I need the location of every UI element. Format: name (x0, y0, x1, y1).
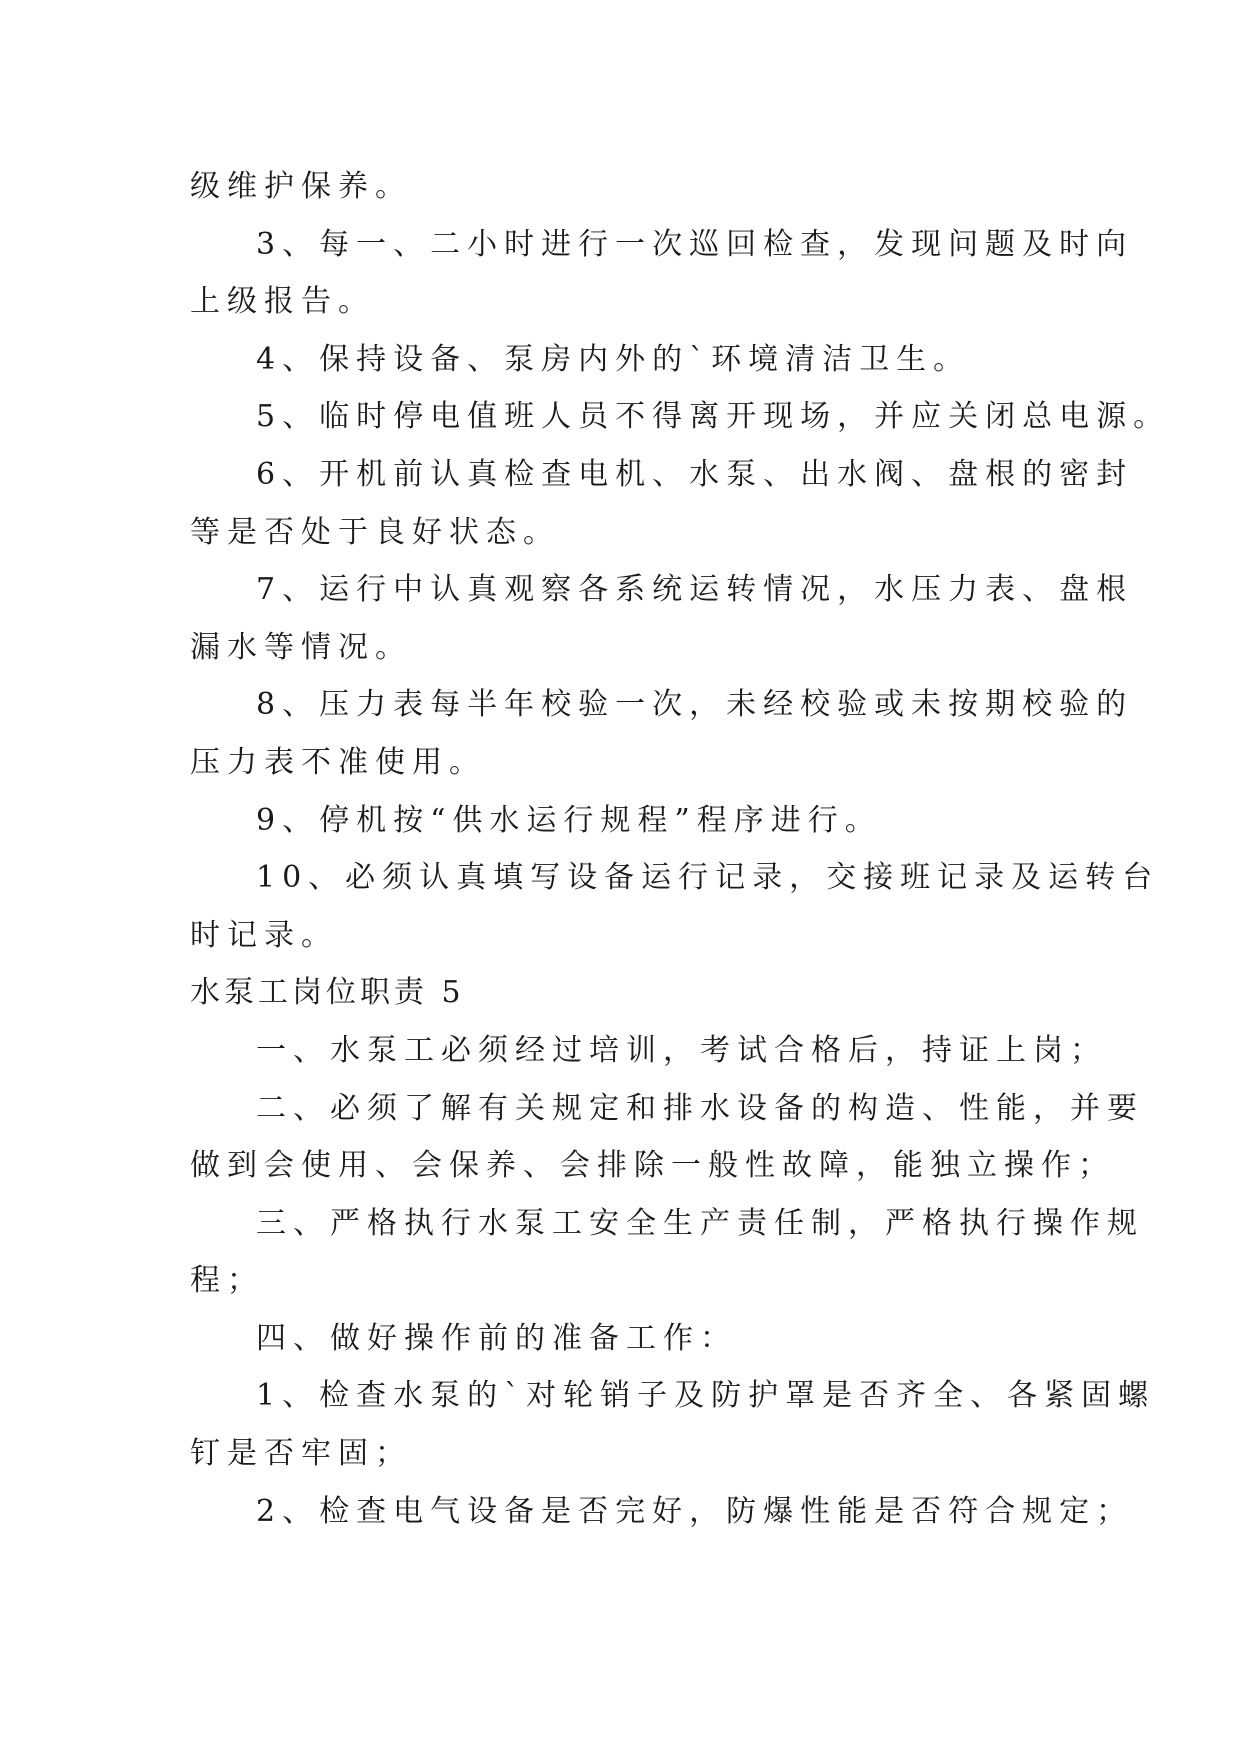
section-heading: 水泵工岗位职责 5 (190, 975, 465, 1011)
text-line: 等是否处于良好状态。 (190, 514, 560, 550)
text-line: 时记录。 (190, 917, 338, 953)
text-line: 一、水泵工必须经过培训，考试合格后，持证上岗； (256, 1032, 1107, 1068)
text-line: 5、临时停电值班人员不得离开现场，并应关闭总电源。 (256, 399, 1171, 435)
text-line: 10、必须认真填写设备运行记录，交接班记录及运转台 (256, 860, 1160, 896)
text-line: 做到会使用、会保养、会排除一般性故障，能独立操作； (190, 1148, 1115, 1184)
text-line: 1、检查水泵的`对轮销子及防护罩是否齐全、各紧固螺 (256, 1378, 1156, 1414)
text-line: 8、压力表每半年校验一次，未经校验或未按期校验的 (256, 687, 1134, 723)
document-body (190, 158, 1171, 1540)
text-line: 2、检查电气设备是否完好，防爆性能是否符合规定； (256, 1493, 1134, 1529)
text-line: 漏水等情况。 (190, 629, 412, 665)
text-line: 级维护保养。 (190, 169, 412, 204)
text-line: 6、开机前认真检查电机、水泵、出水阀、盘根的密封 (256, 456, 1134, 492)
text-line: 3、每一、二小时进行一次巡回检查，发现问题及时向 (256, 226, 1134, 262)
text-line: 四、做好操作前的准备工作： (256, 1320, 737, 1356)
text-line: 9、停机按“供水运行规程”程序进行。 (256, 802, 882, 838)
text-line: 上级报告。 (190, 284, 375, 320)
text-line: 三、严格执行水泵工安全生产责任制，严格执行操作规 (256, 1205, 1144, 1241)
text-line: 程； (190, 1263, 264, 1299)
text-line: 7、运行中认真观察各系统运转情况，水压力表、盘根 (256, 572, 1134, 608)
text-line: 4、保持设备、泵房内外的`环境清洁卫生。 (256, 341, 971, 377)
text-line: 二、必须了解有关规定和排水设备的构造、性能，并要 (256, 1090, 1144, 1126)
text-line: 钉是否牢固； (190, 1436, 412, 1472)
text-line: 压力表不准使用。 (190, 744, 486, 780)
